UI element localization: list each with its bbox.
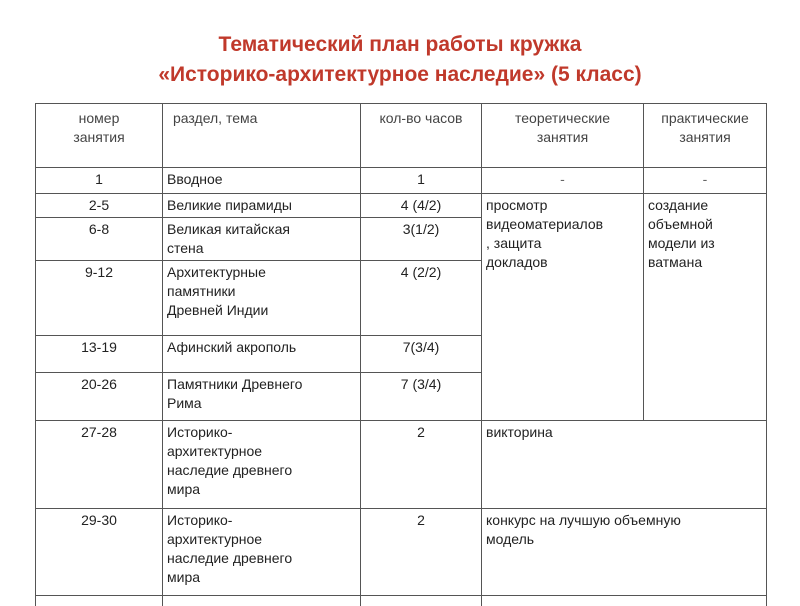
cell-topic: Историко- архитектурное наследие древнего мира	[163, 509, 361, 596]
cell-number: 9-12	[36, 261, 163, 336]
cell-hours: 7 (3/4)	[361, 373, 482, 421]
header-practice: практические занятия	[644, 104, 767, 168]
cell-topic: Великая китайская стена	[163, 218, 361, 261]
cell-number: 13-19	[36, 336, 163, 373]
cell-practice: -	[644, 168, 767, 194]
cell-number: 27-28	[36, 421, 163, 509]
cell-empty	[36, 596, 163, 606]
cell-topic: Архитектурные памятники Древней Индии	[163, 261, 361, 336]
cell-number: 1	[36, 168, 163, 194]
cell-hours: 7(3/4)	[361, 336, 482, 373]
cell-topic: Вводное	[163, 168, 361, 194]
cell-hours: 1	[361, 168, 482, 194]
thematic-plan-table	[35, 103, 767, 606]
table-row	[36, 168, 767, 194]
table-row	[36, 509, 767, 596]
title-line-2: «Историко-архитектурное наследие» (5 класс)	[158, 63, 642, 86]
title-line-1: Тематический план работы кружка	[218, 33, 582, 56]
table-row	[36, 194, 767, 218]
cell-theory: -	[482, 168, 644, 194]
cell-number: 6-8	[36, 218, 163, 261]
cell-theory: викторина	[482, 421, 767, 509]
cell-hours: 4 (2/2)	[361, 261, 482, 336]
cell-topic: Историко- архитектурное наследие древнего мира	[163, 421, 361, 509]
cell-number: 2-5	[36, 194, 163, 218]
cell-hours: 2	[361, 421, 482, 509]
header-number: номер занятия	[36, 104, 163, 168]
cell-topic: Афинский акрополь	[163, 336, 361, 373]
cell-number: 29-30	[36, 509, 163, 596]
header-theory: теоретические занятия	[482, 104, 644, 168]
table-row	[36, 421, 767, 509]
cell-theory: конкурс на лучшую объемную модель	[482, 509, 767, 596]
table-row-partial	[36, 596, 767, 606]
cell-number: 20-26	[36, 373, 163, 421]
cell-topic: Памятники Древнего Рима	[163, 373, 361, 421]
cell-empty	[163, 596, 361, 606]
page-title	[0, 30, 800, 90]
header-hours: кол-во часов	[361, 104, 482, 168]
cell-hours: 2	[361, 509, 482, 596]
header-topic: раздел, тема	[163, 104, 361, 168]
cell-practice-merged: создание объемной модели из ватмана	[644, 194, 767, 421]
cell-hours: 3(1/2)	[361, 218, 482, 261]
cell-topic: Великие пирамиды	[163, 194, 361, 218]
table-header-row	[36, 104, 767, 168]
cell-hours: 4 (4/2)	[361, 194, 482, 218]
cell-theory-merged: просмотр видеоматериалов , защита докладов	[482, 194, 644, 421]
cell-empty	[361, 596, 482, 606]
cell-empty	[482, 596, 767, 606]
